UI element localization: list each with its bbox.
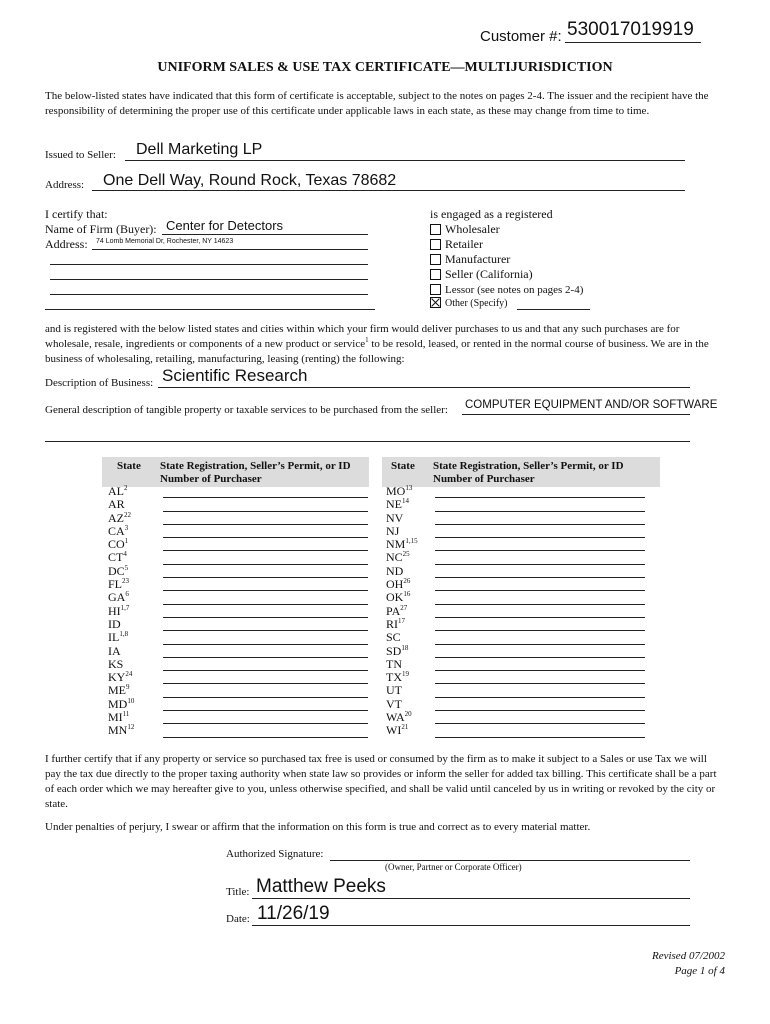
buyer-address-line-3 (50, 279, 368, 280)
business-label: Description of Business: (45, 377, 154, 389)
buyer-address-line-5 (45, 309, 375, 310)
option-label: Lessor (see notes on pages 2-4) (445, 284, 584, 296)
state-ok (386, 591, 418, 604)
state-ne (386, 498, 418, 511)
state-code: IL (108, 630, 120, 645)
seller-line (125, 160, 685, 161)
title-label: Title: (226, 886, 250, 898)
state-code: NV (386, 510, 404, 525)
wholesaler-checkbox[interactable] (430, 224, 441, 235)
option-label: Other (Specify) (445, 298, 508, 309)
registration-number-field-nj[interactable] (435, 525, 645, 538)
registration-number-field-hi[interactable] (163, 605, 368, 618)
state-code: CO (108, 537, 125, 552)
registration-number-field-sd[interactable] (435, 645, 645, 658)
other-checkbox[interactable] (430, 297, 441, 308)
registration-number-field-wa[interactable] (435, 711, 645, 724)
registration-number-field-ut[interactable] (435, 684, 645, 697)
state-note-number: 18 (401, 643, 409, 652)
state-note-number: 12 (127, 723, 135, 732)
state-id (108, 618, 134, 631)
registration-number-field-me[interactable] (163, 684, 368, 697)
state-note-number: 25 (402, 550, 410, 559)
seller-label: Issued to Seller: (45, 149, 116, 161)
option-manufacturer[interactable] (430, 252, 510, 266)
registration-number-field-ga[interactable] (163, 591, 368, 604)
state-md (108, 698, 134, 711)
state-ia (108, 645, 134, 658)
state-list-right (386, 485, 418, 738)
date-line (252, 925, 690, 926)
registration-number-field-wi[interactable] (435, 724, 645, 737)
state-sd (386, 645, 418, 658)
seller-address-label: Address: (45, 179, 85, 191)
option-other[interactable] (430, 297, 507, 311)
state-header-left: State (117, 460, 141, 472)
state-nm (386, 538, 418, 551)
buyer-address-value[interactable]: 74 Lomb Memorial Dr, Rochester, NY 14623 (96, 238, 234, 245)
option-retailer[interactable] (430, 237, 483, 251)
registration-number-field-dc[interactable] (163, 565, 368, 578)
state-code: WI (386, 723, 402, 738)
option-seller-california[interactable] (430, 267, 533, 281)
state-code: KY (108, 670, 126, 685)
state-code: ME (108, 683, 126, 698)
registration-number-field-id[interactable] (163, 618, 368, 631)
state-note-number: 9 (126, 683, 130, 692)
registration-number-field-mn[interactable] (163, 724, 368, 737)
reg-header-left-2: Number of Purchaser (160, 473, 262, 485)
state-code: MN (108, 723, 128, 738)
retailer-checkbox[interactable] (430, 239, 441, 250)
registered-paragraph (45, 322, 725, 367)
state-code: NC (386, 550, 403, 565)
buyer-address-line-4 (50, 294, 368, 295)
state-sc (386, 631, 418, 644)
option-wholesaler[interactable] (430, 222, 500, 236)
state-tx (386, 671, 418, 684)
state-code: UT (386, 683, 402, 698)
state-ga (108, 591, 134, 604)
other-specify-line (517, 309, 590, 310)
state-code: MO (386, 484, 406, 498)
registration-number-field-nm[interactable] (435, 538, 645, 551)
registration-number-field-nd[interactable] (435, 565, 645, 578)
state-note-number: 22 (124, 510, 131, 519)
registration-number-field-co[interactable] (163, 538, 368, 551)
state-wi (386, 724, 418, 737)
registered-text-2: to be resold, leased, or rented in the normal course of business. We are in the business of wholesaling, retailing, manufacturing, leasing (renting) the following: (45, 338, 709, 365)
buyer-address-line (92, 249, 368, 250)
state-code: CT (108, 550, 124, 565)
state-code: OH (386, 577, 404, 592)
state-ct (108, 551, 134, 564)
state-ks (108, 658, 134, 671)
option-label: Wholesaler (445, 222, 500, 236)
state-note-number: 13 (405, 484, 413, 492)
buyer-firm-line (162, 234, 368, 235)
state-note-number: 19 (402, 670, 409, 679)
signature-label: Authorized Signature: (226, 848, 324, 860)
state-code: GA (108, 590, 126, 605)
state-ca (108, 525, 134, 538)
registration-number-field-fl[interactable] (163, 578, 368, 591)
state-note-number: 3 (124, 523, 129, 532)
registration-number-field-ok[interactable] (435, 591, 645, 604)
business-line (158, 387, 690, 388)
state-header-right: State (391, 460, 415, 472)
state-note-number: 1,8 (119, 630, 129, 639)
state-code: NM (386, 537, 406, 552)
state-note-number: 17 (398, 616, 405, 625)
state-vt (386, 698, 418, 711)
state-fl (108, 578, 134, 591)
state-note-number: 20 (404, 710, 412, 719)
state-ar (108, 498, 134, 511)
registration-number-field-mo[interactable] (435, 485, 645, 498)
state-code: AL (108, 484, 124, 498)
state-code: HI (108, 603, 121, 618)
buyer-address-label: Address: (45, 237, 88, 251)
registration-number-field-tn[interactable] (435, 658, 645, 671)
state-note-number: 14 (402, 497, 409, 506)
state-note-number: 1 (124, 537, 129, 546)
state-wa (386, 711, 418, 724)
registration-number-field-ct[interactable] (163, 551, 368, 564)
state-tn (386, 658, 418, 671)
registration-lines-left (163, 485, 368, 738)
seller-address-line (92, 190, 685, 191)
state-ri (386, 618, 418, 631)
registration-number-field-nc[interactable] (435, 551, 645, 564)
registration-number-field-al[interactable] (163, 485, 368, 498)
state-dc (108, 565, 134, 578)
general-label: General description of tangible property or taxable services to be purchased from the seller: (45, 404, 448, 416)
customer-number-value[interactable]: 530017019919 (567, 19, 694, 40)
state-code: TN (386, 656, 402, 671)
state-note-number: 24 (125, 670, 133, 679)
state-ut (386, 684, 418, 697)
state-note-number: 6 (125, 590, 129, 599)
registration-number-field-az[interactable] (163, 512, 368, 525)
state-code: ID (108, 616, 121, 631)
lessor-checkbox[interactable] (430, 284, 441, 295)
state-note-number: 4 (123, 550, 127, 559)
registration-number-field-il[interactable] (163, 631, 368, 644)
engaged-label: is engaged as a registered (430, 207, 553, 221)
state-il (108, 631, 134, 644)
state-code: FL (108, 577, 123, 592)
state-code: AZ (108, 510, 124, 525)
state-code: SC (386, 630, 401, 645)
state-code: RI (386, 616, 398, 631)
registration-number-field-nv[interactable] (435, 512, 645, 525)
title-value[interactable]: Matthew Peeks (256, 876, 386, 897)
state-mn (108, 724, 134, 737)
registration-number-field-pa[interactable] (435, 605, 645, 618)
registration-number-field-ks[interactable] (163, 658, 368, 671)
seller-address-value[interactable]: One Dell Way, Round Rock, Texas 78682 (103, 172, 397, 189)
state-mo (386, 485, 418, 498)
buyer-firm-value[interactable]: Center for Detectors (166, 218, 284, 233)
state-mi (108, 711, 134, 724)
state-code: MD (108, 696, 128, 711)
general-line (462, 414, 690, 415)
buyer-address-line-2 (50, 264, 368, 265)
registration-number-field-ri[interactable] (435, 618, 645, 631)
state-code: NJ (386, 523, 400, 538)
registration-number-field-mi[interactable] (163, 711, 368, 724)
registration-number-field-sc[interactable] (435, 631, 645, 644)
registration-number-field-ne[interactable] (435, 498, 645, 511)
certify-label: I certify that: (45, 207, 108, 221)
date-value[interactable]: 11/26/19 (257, 903, 330, 924)
perjury-statement: Under penalties of perjury, I swear or affirm that the information on this form is true and correct as to every material matter. (45, 821, 591, 833)
state-oh (386, 578, 418, 591)
option-lessor[interactable] (430, 282, 583, 297)
page-number: Page 1 of 4 (674, 965, 725, 977)
option-label: Retailer (445, 237, 483, 251)
state-code: KS (108, 656, 124, 671)
state-ky (108, 671, 134, 684)
state-note-number: 21 (401, 723, 409, 732)
general-line-2 (45, 441, 690, 442)
state-nj (386, 525, 418, 538)
option-label: Seller (California) (445, 267, 533, 281)
state-note-number: 10 (127, 696, 135, 705)
state-me (108, 684, 134, 697)
state-code: PA (386, 603, 401, 618)
customer-number-label: Customer #: (480, 28, 562, 45)
registration-number-field-md[interactable] (163, 698, 368, 711)
registration-number-field-ky[interactable] (163, 671, 368, 684)
registration-number-field-ar[interactable] (163, 498, 368, 511)
date-label: Date: (226, 913, 250, 925)
state-code: IA (108, 643, 121, 658)
registration-number-field-ca[interactable] (163, 525, 368, 538)
title-line (252, 898, 690, 899)
state-note-number: 1,15 (405, 537, 418, 546)
seller-california-checkbox[interactable] (430, 269, 441, 280)
state-note-number: 11 (122, 710, 130, 719)
state-code: DC (108, 563, 125, 578)
state-code: TX (386, 670, 402, 685)
business-value[interactable]: Scientific Research (162, 366, 308, 385)
state-code: SD (386, 643, 402, 658)
reg-header-right-1: State Registration, Seller’s Permit, or ID (433, 460, 624, 472)
reg-header-right-2: Number of Purchaser (433, 473, 535, 485)
signature-line[interactable] (330, 860, 690, 861)
customer-number-line (565, 42, 701, 43)
option-label: Manufacturer (445, 252, 511, 266)
state-note-number: 2 (124, 484, 128, 492)
further-certify-paragraph: I further certify that if any property or service so purchased tax free is used or consumed by the firm as to make it subject to a Sales or use Tax we will pay the tax due directly to the proper taxing authority when state law so provides or inform the seller for added tax billing. This certificate shall be a part of each order which we may hereafter give to you, unless otherwise specified, and shall be valid until canceled by us in writing or revoked by the city or state. (45, 753, 717, 810)
state-code: NE (386, 497, 402, 512)
state-nd (386, 565, 418, 578)
registered-text: and is registered with the below listed states and cities within which your firm would deliver purchases to us and that any such purchases are for wholesale, resale, ingredients or components of a new product or service (45, 323, 680, 350)
form-title: UNIFORM SALES & USE TAX CERTIFICATE—MULTIJURISDICTION (157, 60, 613, 75)
state-note-number: 5 (124, 563, 129, 572)
state-note-number: 1,7 (120, 603, 130, 612)
registration-number-field-vt[interactable] (435, 698, 645, 711)
registration-number-field-oh[interactable] (435, 578, 645, 591)
state-pa (386, 605, 418, 618)
intro-paragraph: The below-listed states have indicated that this form of certificate is acceptable, subject to the notes on pages 2-4. The issuer and the recipient have the responsibility of determining the proper use of this certificate under applicable laws in each state, as these may change from time to time. (45, 90, 709, 117)
state-code: AR (108, 497, 125, 512)
state-nv (386, 512, 418, 525)
registration-lines-right (435, 485, 645, 738)
state-code: ND (386, 563, 404, 578)
state-code: VT (386, 696, 402, 711)
buyer-firm-label: Name of Firm (Buyer): (45, 222, 157, 236)
revised-date: Revised 07/2002 (651, 950, 725, 962)
state-co (108, 538, 134, 551)
signature-note: (Owner, Partner or Corporate Officer) (385, 862, 522, 872)
state-al (108, 485, 134, 498)
seller-value[interactable]: Dell Marketing LP (136, 141, 263, 158)
footnote-marker: 1 (365, 336, 369, 344)
state-code: OK (386, 590, 404, 605)
state-hi (108, 605, 134, 618)
state-note-number: 23 (122, 577, 130, 586)
registration-number-field-ia[interactable] (163, 645, 368, 658)
state-nc (386, 551, 418, 564)
state-az (108, 512, 134, 525)
state-code: MI (108, 710, 123, 725)
state-note-number: 27 (400, 603, 408, 612)
general-value[interactable]: COMPUTER EQUIPMENT AND/OR SOFTWARE (465, 399, 718, 411)
state-list-left (108, 485, 134, 738)
state-code: WA (386, 710, 405, 725)
reg-header-left-1: State Registration, Seller’s Permit, or ID (160, 460, 351, 472)
registration-number-field-tx[interactable] (435, 671, 645, 684)
manufacturer-checkbox[interactable] (430, 254, 441, 265)
state-note-number: 16 (403, 590, 411, 599)
state-code: CA (108, 523, 125, 538)
state-note-number: 26 (403, 577, 411, 586)
